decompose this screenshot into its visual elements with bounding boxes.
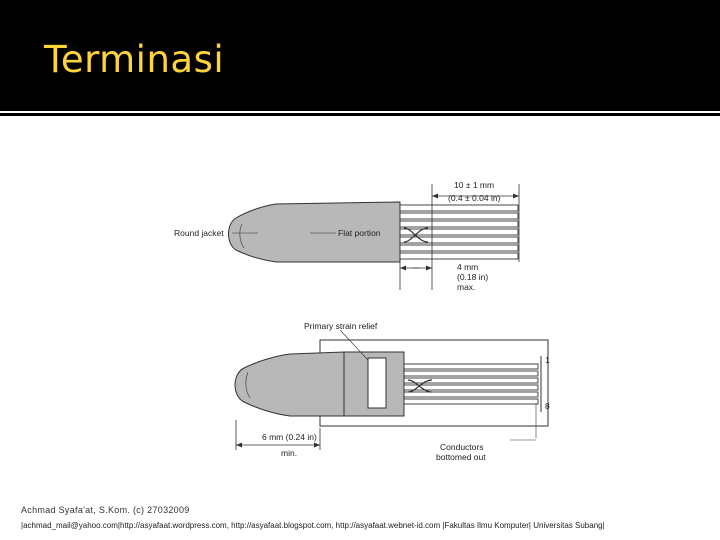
footer-links: |achmad_mail@yahoo.com|http://asyafaat.wordpress.com, http://asyafaat.blogspot.com, http://asyafaat.webnet-id.com |Fakultas Ilmu Komputer| Universitas Subang|	[21, 521, 605, 530]
strain-relief-label: Primary strain relief	[304, 321, 378, 331]
bottom-connector-figure	[235, 321, 550, 462]
slide-title: Terminasi	[44, 38, 225, 81]
strain-relief-window	[368, 358, 386, 408]
conductors-label: Conductors	[440, 442, 484, 452]
pin-1-label: 1	[545, 355, 550, 365]
bottomed-out-label: bottomed out	[436, 452, 486, 462]
max-in-label: (0.18 in)	[457, 272, 489, 282]
min-mm-label: 6 mm (0.24 in)	[262, 432, 317, 442]
top-conductors	[400, 205, 518, 259]
max-label: max.	[457, 282, 476, 292]
max-mm-label: 4 mm	[457, 262, 479, 272]
round-jacket-label: Round jacket	[174, 228, 224, 238]
length-in-label: (0.4 ± 0.04 in)	[448, 193, 501, 203]
top-cable-figure	[174, 180, 519, 292]
pin-8-label: 8	[545, 401, 550, 411]
length-mm-label: 10 ± 1 mm	[454, 180, 495, 190]
bottom-jacket-shape	[235, 352, 344, 416]
footer-author: Achmad Syafa'at, S.Kom. (c) 27032009	[21, 505, 190, 515]
flat-portion-label: Flat portion	[338, 228, 381, 238]
min-label: min.	[281, 448, 298, 458]
